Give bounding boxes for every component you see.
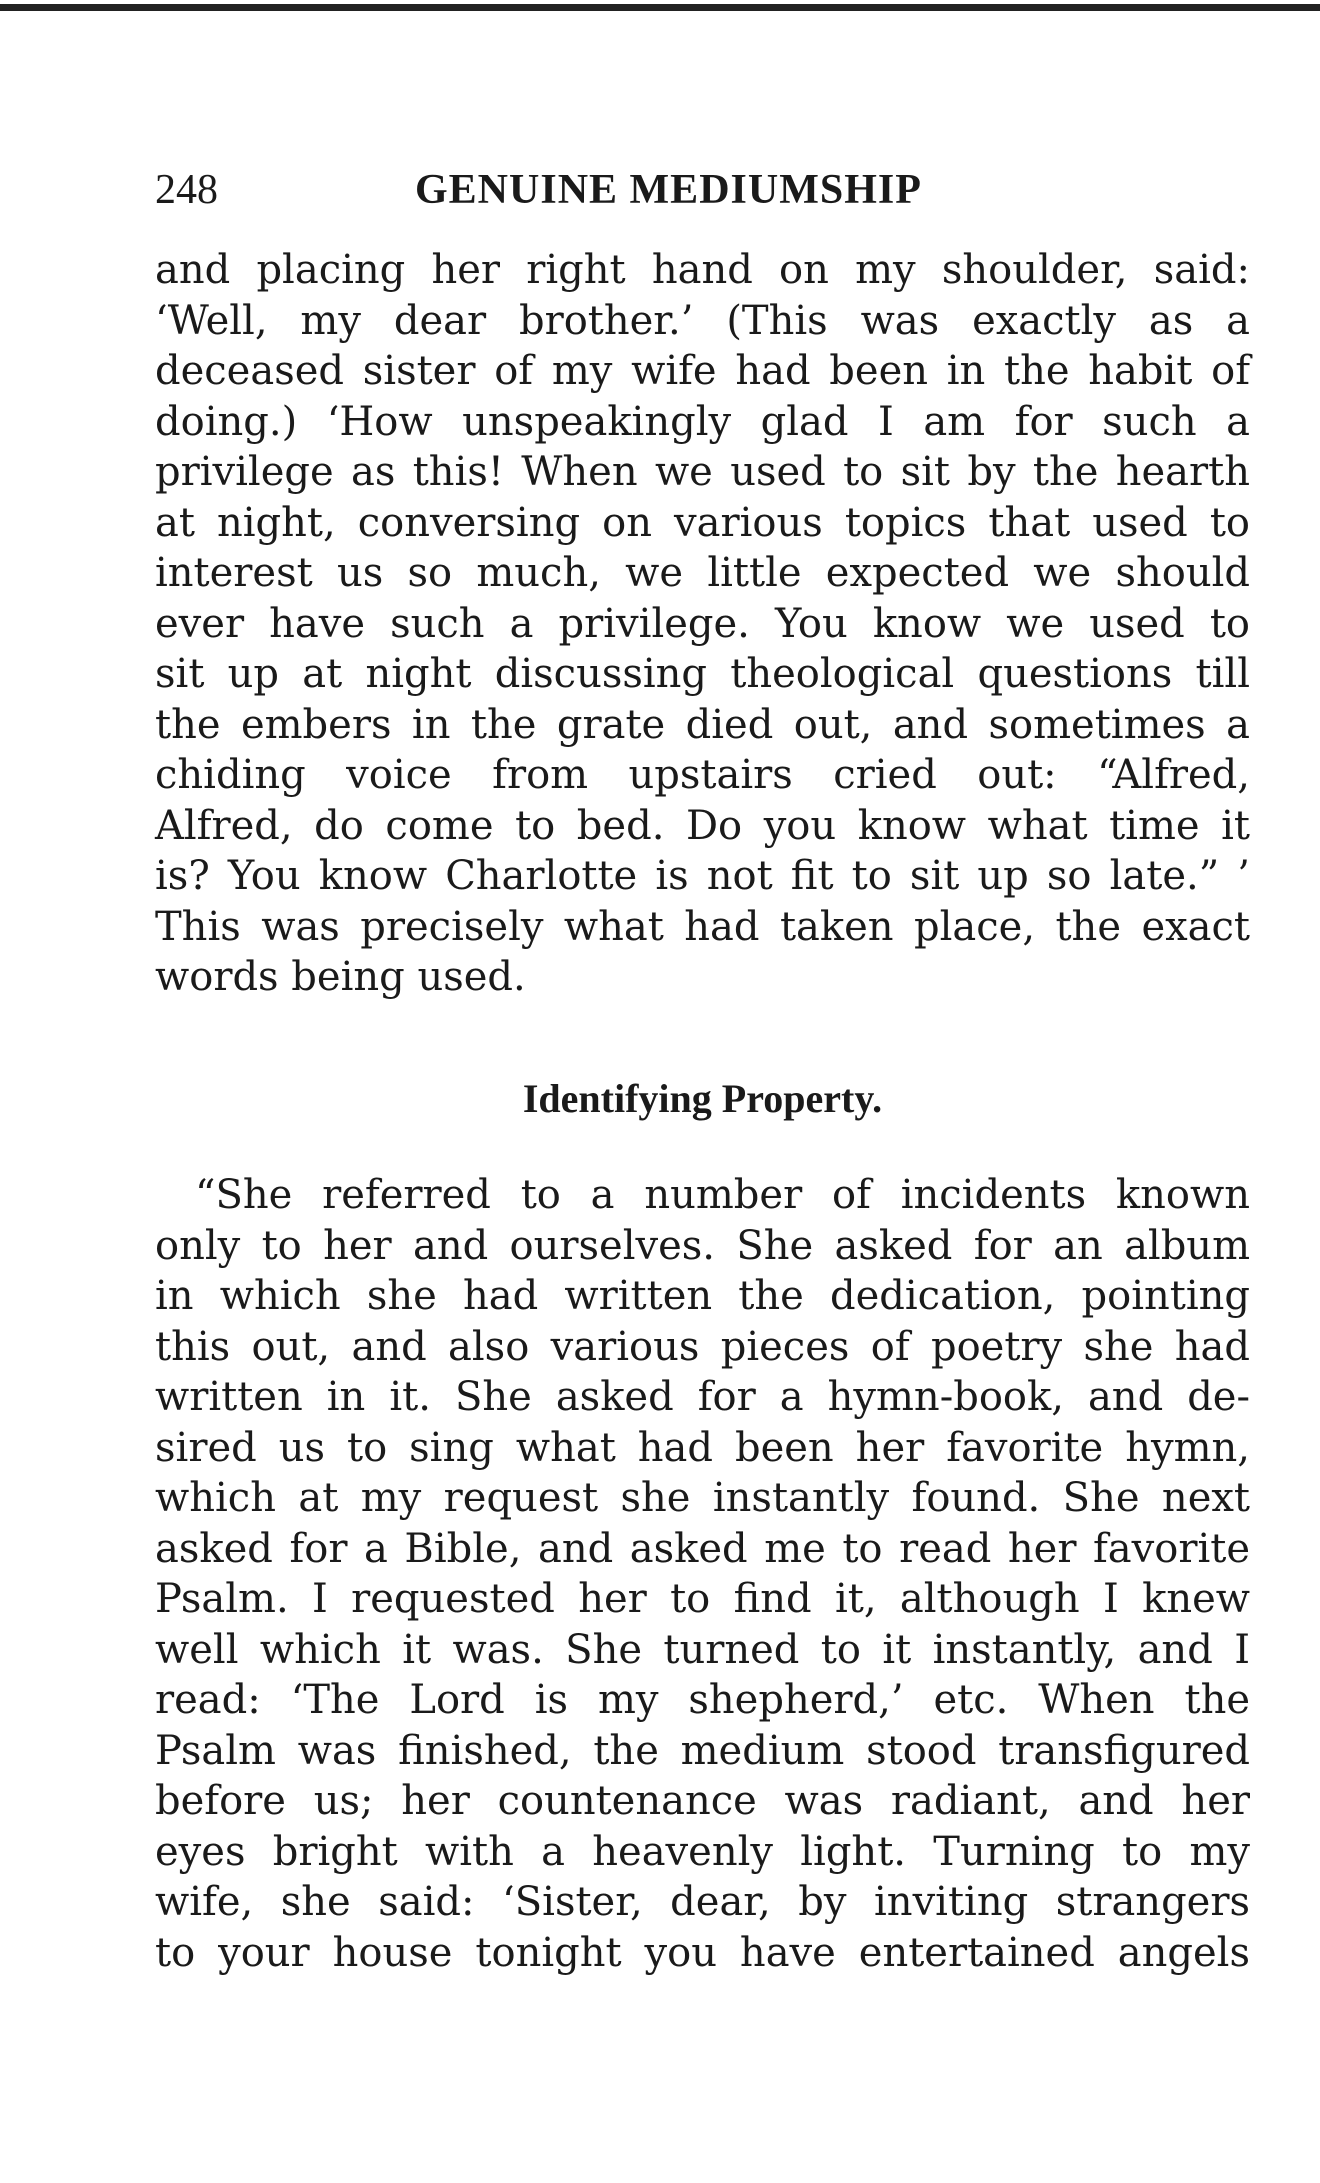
text-line: sired us to sing what had been her favorite hymn,: [155, 1424, 1250, 1471]
top-edge-rule: [0, 4, 1320, 11]
running-title: GENUINE MEDIUMSHIP: [415, 167, 922, 213]
text-line: read: ‘The Lord is my shepherd,’ etc. When the: [155, 1677, 1250, 1723]
text-line: This was precisely what had taken place, the exact: [155, 903, 1250, 950]
text-line: sit up at night discussing theological questions till: [155, 651, 1250, 697]
text-line: is? You know Charlotte is not fit to sit up so late.” ’: [155, 853, 1250, 899]
text-line: at night, conversing on various topics that used to: [155, 499, 1250, 546]
text-line: before us; her countenance was radiant, and her: [155, 1778, 1250, 1824]
text-line: asked for a Bible, and asked me to read her favorite: [155, 1525, 1250, 1572]
text-line: Psalm. I requested her to find it, although I knew: [155, 1576, 1250, 1622]
text-line: this out, and also various pieces of poetry she had: [155, 1323, 1250, 1370]
text-line: which at my request she instantly found. She next: [155, 1475, 1250, 1521]
text-line: the embers in the grate died out, and sometimes a: [155, 701, 1250, 748]
page-number: 248: [155, 167, 218, 213]
text-line: interest us so much, we little expected we should: [155, 550, 1250, 596]
text-line: ever have such a privilege. You know we used to: [155, 600, 1250, 647]
text-line: in which she had written the dedication, pointing: [155, 1273, 1250, 1319]
text-line: chiding voice from upstairs cried out: “Alfred,: [155, 752, 1250, 798]
text-line: Alfred, do come to bed. Do you know what time it: [155, 802, 1250, 849]
text-line: only to her and ourselves. She asked for an album: [155, 1222, 1250, 1269]
page-header: [155, 160, 1250, 220]
section-heading: Identifying Property.: [522, 1076, 883, 1121]
text-line: Psalm was finished, the medium stood transfigured: [155, 1727, 1250, 1774]
text-line: to your house tonight you have entertained angels: [155, 1929, 1250, 1976]
text-line: deceased sister of my wife had been in the habit of: [155, 348, 1250, 394]
paragraph-continued: [155, 245, 1250, 1003]
text-line: words being used.: [155, 954, 526, 1000]
text-line: wife, she said: ‘Sister, dear, by inviting strangers: [155, 1879, 1250, 1925]
text-line: ‘Well, my dear brother.’ (This was exactly as a: [155, 297, 1250, 344]
text-line: and placing her right hand on my shoulder, said:: [155, 247, 1250, 293]
text-line: doing.) ‘How unspeakingly glad I am for such a: [155, 398, 1250, 445]
text-line: “She referred to a number of incidents known: [195, 1172, 1250, 1218]
text-line: written in it. She asked for a hymn-book, and de-: [155, 1374, 1250, 1420]
paragraph-identifying-property: [155, 1170, 1250, 1978]
text-line: well which it was. She turned to it instantly, and I: [155, 1626, 1250, 1673]
text-line: privilege as this! When we used to sit by the hearth: [155, 449, 1250, 495]
text-line: eyes bright with a heavenly light. Turning to my: [155, 1828, 1250, 1875]
